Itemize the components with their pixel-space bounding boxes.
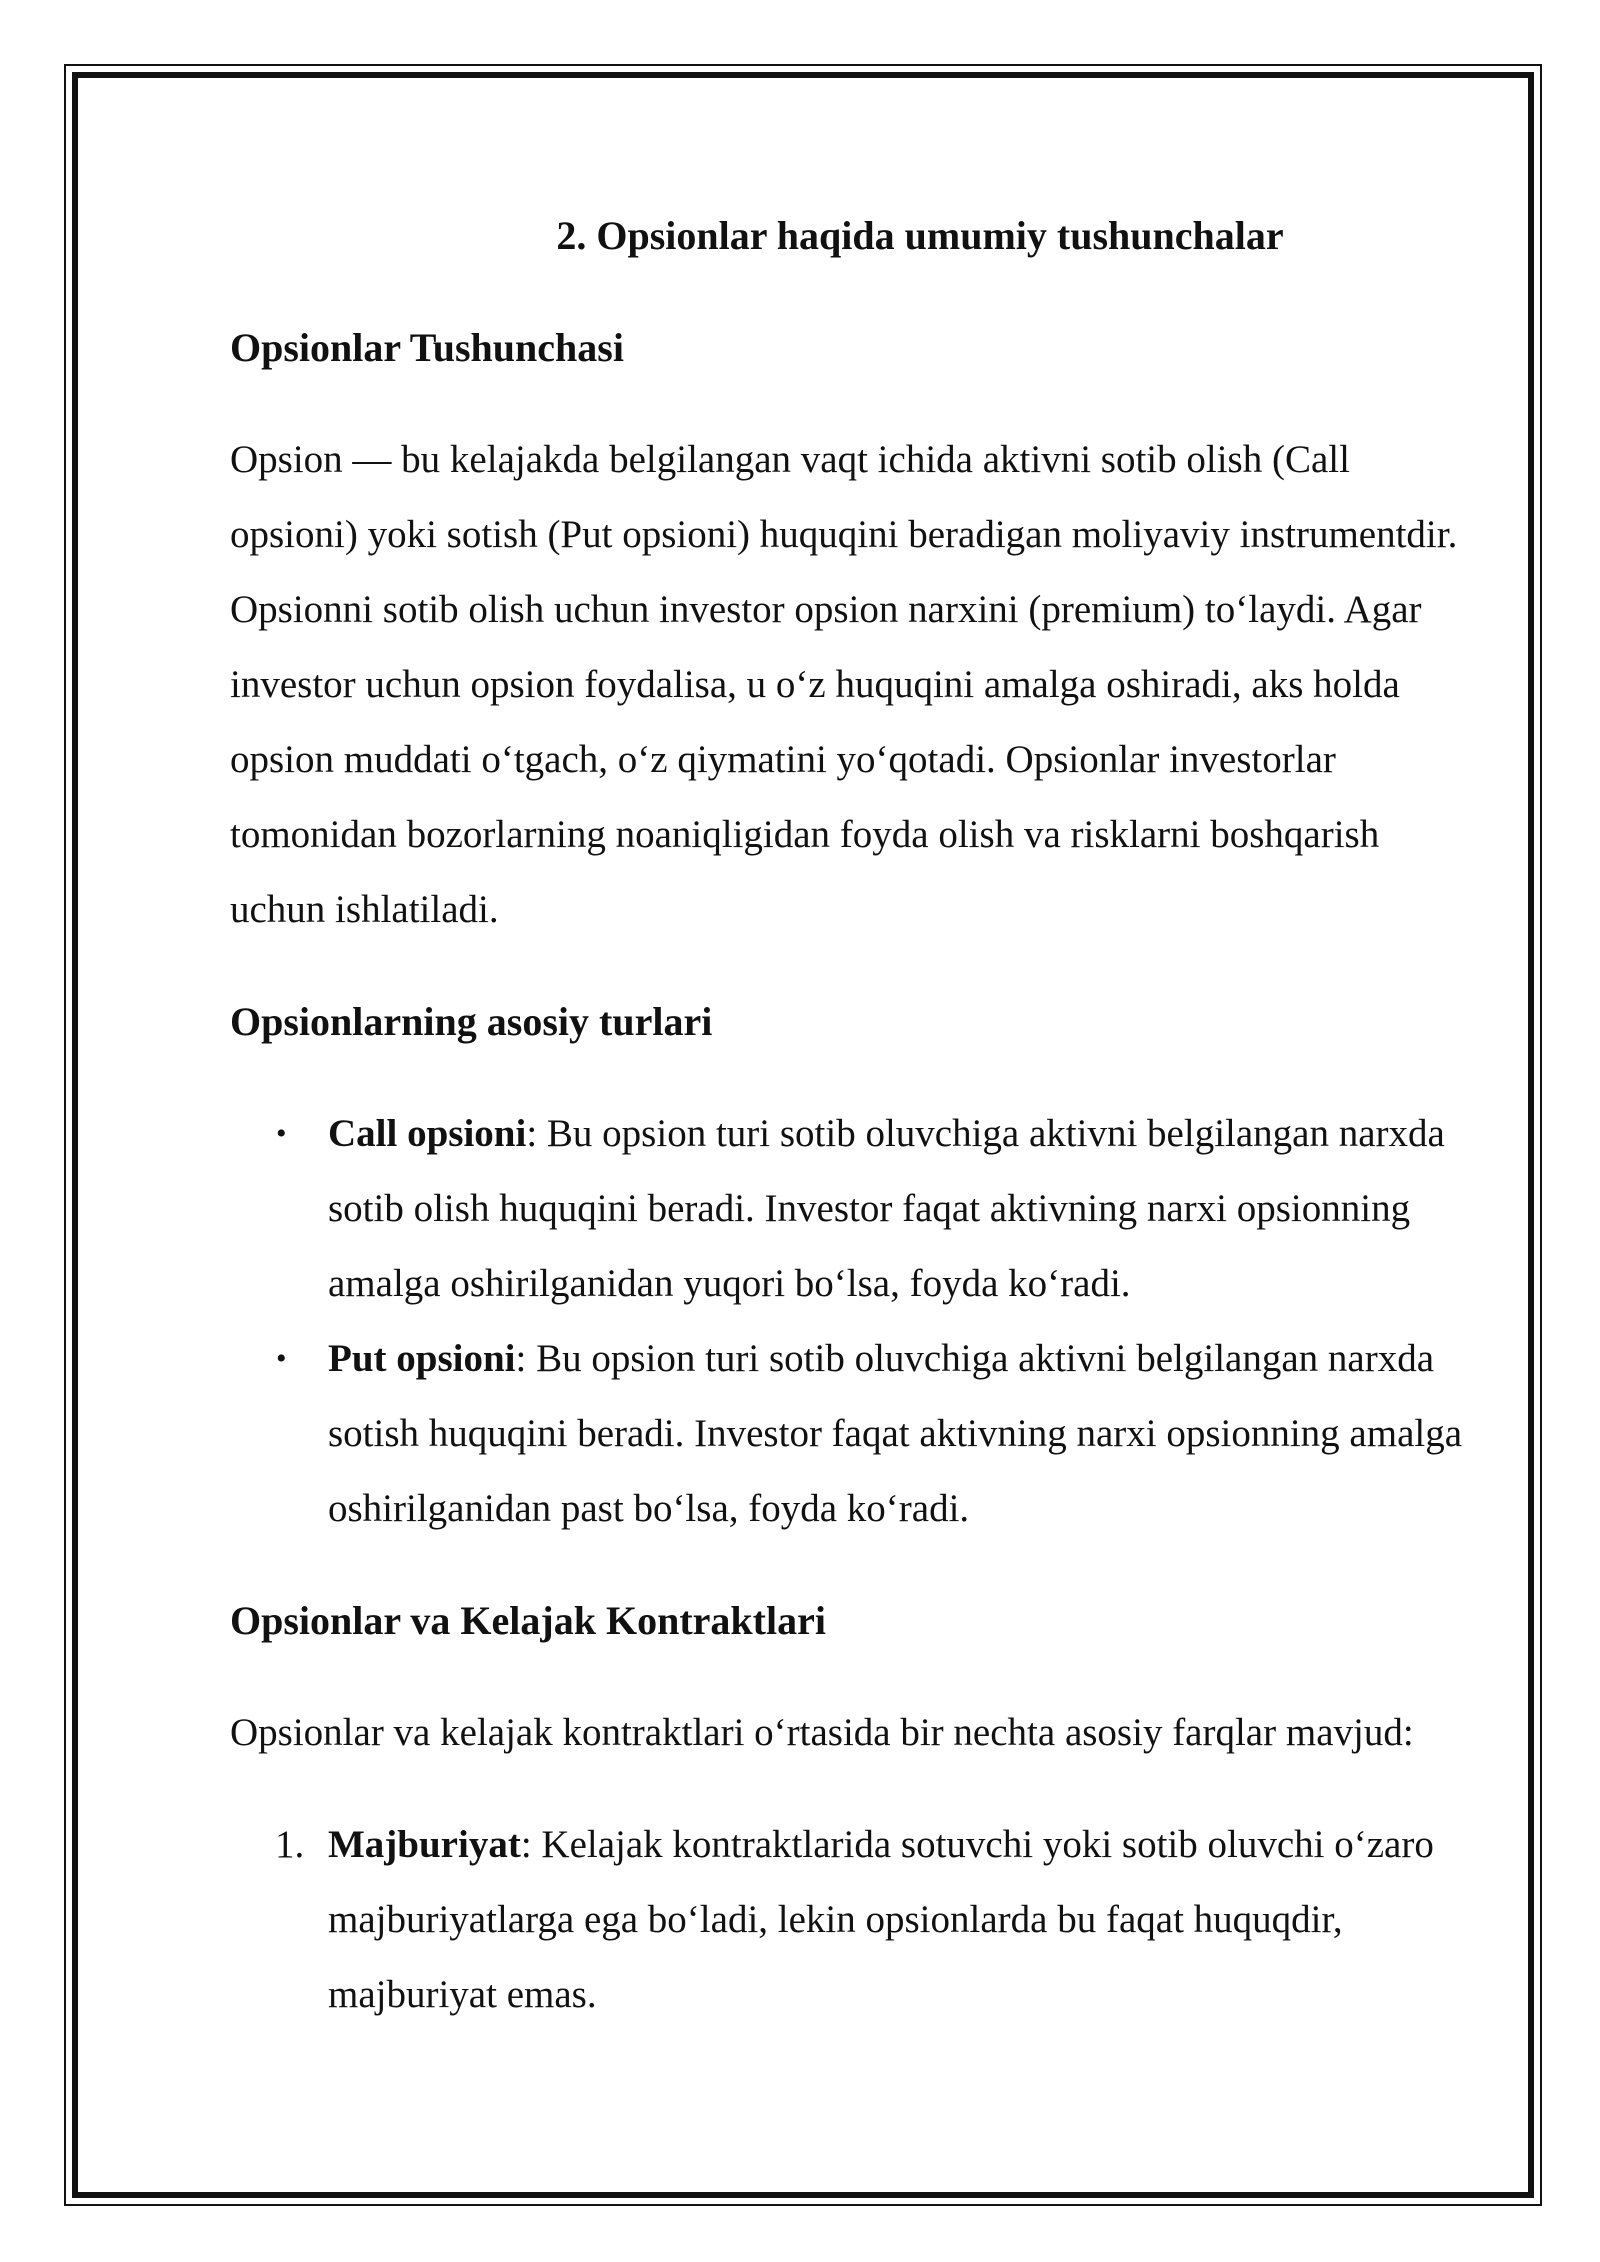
section-heading-kelajak-kontraktlari: Opsionlar va Kelajak Kontraktlari: [230, 1598, 826, 1643]
document-body: [230, 198, 1480, 2069]
list-item-call-option: [230, 1096, 1480, 1321]
number-marker: 1.: [275, 1823, 305, 1866]
list-item-put-option: [230, 1321, 1480, 1546]
call-opsioni-description: : Bu opsion turi sotib oluvchiga aktivni belgilangan narxda sotib olish huquqini beradi. Investor faqat aktivning narxi opsionning amalga oshirilganidan yuqori bo‘lsa, foyda ko‘radi.: [328, 1112, 1445, 1305]
section-heading-opsionlar-tushunchasi: Opsionlar Tushunchasi: [230, 325, 624, 370]
bullet-marker: •: [276, 1342, 287, 1375]
section-heading-asosiy-turlari: Opsionlarning asosiy turlari: [230, 999, 713, 1044]
section-paragraph-differences-intro: Opsionlar va kelajak kontraktlari o‘rtasida bir nechta asosiy farqlar mavjud:: [230, 1711, 1414, 1754]
majburiyat-description: : Kelajak kontraktlarida sotuvchi yoki sotib oluvchi o‘zaro majburiyatlarga ega bo‘ladi, lekin opsionlarda bu faqat huquqdir, majburiyat emas.: [328, 1823, 1434, 2016]
bullet-marker: •: [276, 1117, 287, 1150]
section-paragraph-definition: Opsion — bu kelajakda belgilangan vaqt ichida aktivni sotib olish (Call opsioni) yoki sotish (Put opsioni) huquqini beradigan moliyaviy instrumentdir. Opsionni sotib olish uchun investor opsion narxini (premium) to‘laydi. Agar investor uchun opsion foydalisa, u o‘z huquqini amalga oshiradi, aks holda opsion muddati o‘tgach, o‘z qiymatini yo‘qotadi. Opsionlar investorlar tomonidan bozorlarning noaniqligidan foyda olish va risklarni boshqarish uchun ishlatiladi.: [230, 438, 1458, 931]
put-opsioni-description: : Bu opsion turi sotib oluvchiga aktivni belgilangan narxda sotish huquqini beradi. Investor faqat aktivning narxi opsionning amalga oshirilganidan past bo‘lsa, foyda ko‘radi.: [328, 1337, 1463, 1530]
term-majburiyat: Majburiyat: [328, 1823, 521, 1866]
option-types-list: [230, 1096, 1480, 1546]
list-item-majburiyat: [230, 1807, 1480, 2032]
document-title: 2. Opsionlar haqida umumiy tushunchalar: [556, 213, 1284, 258]
term-put-opsioni: Put opsioni: [328, 1337, 516, 1380]
differences-list: [230, 1807, 1480, 2032]
term-call-opsioni: Call opsioni: [328, 1112, 527, 1155]
